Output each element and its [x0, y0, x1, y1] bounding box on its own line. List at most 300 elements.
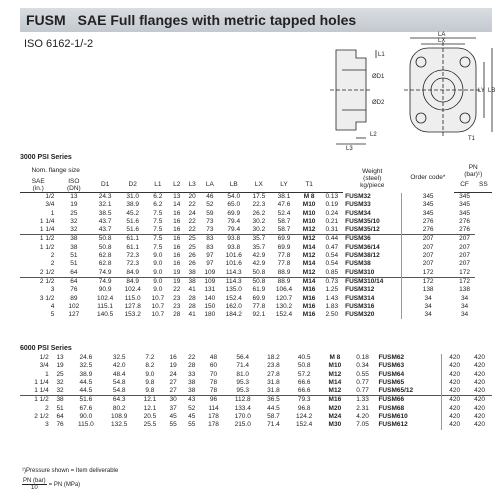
- table-cell: 83: [206, 243, 214, 251]
- table-cell: 43.7: [98, 226, 112, 234]
- table-cell: 51: [56, 404, 64, 412]
- table-cell: 66.6: [297, 387, 311, 395]
- table-cell: 64: [56, 277, 91, 286]
- table-cell: 27: [169, 387, 177, 395]
- table-cell: 207: [454, 235, 474, 244]
- table-cell: 54.0: [227, 193, 241, 200]
- table-cell: 38: [70, 243, 78, 251]
- table-cell: 124.2: [296, 413, 313, 421]
- table-cell: FUSM316: [345, 302, 375, 310]
- table-cell: 20: [188, 193, 196, 200]
- table-cell: 58.7: [277, 226, 291, 234]
- table-cell: 50.8: [248, 277, 271, 286]
- table-cell: 24: [188, 209, 196, 217]
- table-row: [20, 396, 492, 405]
- table-cell: 96.8: [297, 404, 311, 412]
- table-cell: 3: [50, 286, 55, 294]
- table-cell: 7.5: [153, 217, 163, 225]
- table-cell: 114.3: [220, 277, 248, 286]
- table-cell: 420: [474, 354, 486, 361]
- table-cell: FUSM64: [378, 370, 405, 378]
- table-row: [20, 354, 492, 362]
- table-cell: FUSM65: [378, 378, 405, 386]
- table-cell: 45: [169, 413, 177, 421]
- dim-lx: LX: [438, 38, 446, 44]
- table-cell: 114: [208, 404, 219, 412]
- table-cell: 16: [173, 252, 181, 260]
- table-cell: 420: [442, 396, 468, 405]
- table-row: [20, 286, 492, 294]
- table-cell: 44.5: [79, 387, 93, 395]
- table-cell: 77.8: [277, 260, 291, 268]
- table-cell: 61.1: [126, 243, 140, 251]
- table-cell: 93.8: [227, 243, 241, 251]
- table-cell: 44.5: [267, 404, 280, 412]
- table-cell: 115.1: [97, 302, 113, 310]
- table-cell: 25: [70, 209, 78, 217]
- table-cell: 19: [169, 362, 177, 370]
- table-cell: 345: [401, 193, 454, 202]
- nom-size-header: Nom. flange size: [31, 167, 80, 174]
- table-cell: 9.8: [145, 387, 155, 395]
- table-cell: 7.05: [356, 421, 369, 429]
- cf-header: CF: [454, 178, 474, 193]
- table-cell: 54.8: [112, 387, 126, 395]
- table-cell: 19: [70, 201, 78, 209]
- table-cell: 51: [70, 260, 78, 268]
- conversion-denominator: 10: [30, 485, 38, 491]
- table-cell: 95.3: [236, 378, 250, 386]
- table-cell: 45.2: [126, 209, 140, 217]
- standard-label: ISO 6162-1/-2: [24, 38, 94, 50]
- table-cell: FUSM612: [378, 421, 408, 429]
- table-cell: 40.5: [297, 354, 311, 361]
- table-cell: 50.8: [98, 243, 112, 251]
- table-cell: 2: [50, 252, 55, 260]
- table-cell: 38: [184, 277, 199, 286]
- table-cell: 80.2: [112, 404, 126, 412]
- table-cell: FUSM35/10: [345, 217, 380, 225]
- table-cell: M12: [302, 268, 316, 276]
- series-3000-table: [20, 164, 492, 319]
- table-cell: 78: [209, 378, 218, 386]
- iso-header: ISO (DN): [56, 178, 91, 193]
- table-cell: 25.5: [143, 421, 157, 429]
- table-cell: 420: [442, 413, 468, 421]
- table-cell: 138: [401, 286, 454, 294]
- table-cell: 60: [209, 362, 218, 370]
- table-cell: FUSM65/12: [378, 387, 414, 395]
- table-cell: 215.0: [234, 421, 251, 429]
- t1-header: T1: [298, 178, 321, 193]
- table-cell: 9.0: [153, 260, 163, 268]
- table-cell: 9.0: [153, 286, 163, 294]
- table-cell: 36.5: [260, 396, 288, 405]
- table-cell: 135.0: [225, 286, 242, 294]
- table-cell: 16: [173, 209, 181, 217]
- table-cell: 1: [45, 370, 49, 378]
- table-cell: 66.6: [297, 378, 311, 386]
- table-cell: 74.9: [98, 268, 112, 276]
- table-cell: 35.7: [248, 235, 271, 244]
- table-cell: 152.4: [225, 294, 242, 302]
- table-cell: 0.31: [325, 226, 339, 234]
- table-cell: 38.5: [98, 209, 112, 217]
- title-bar: [20, 8, 492, 32]
- series-6000-table: [20, 354, 492, 430]
- table-cell: 47.6: [277, 201, 291, 209]
- table-cell: M10: [302, 217, 316, 225]
- table-cell: 23: [173, 302, 181, 310]
- table-cell: 31.8: [267, 378, 280, 386]
- table-cell: 50.8: [91, 235, 119, 244]
- table-row: [20, 201, 492, 209]
- conversion-result: = PN (MPa): [48, 481, 81, 488]
- table-cell: 22: [188, 354, 196, 361]
- table-cell: 32.5: [112, 354, 126, 361]
- table-cell: 420: [442, 354, 468, 362]
- table-cell: 34: [460, 302, 469, 310]
- l1-header: L1: [147, 178, 170, 193]
- table-cell: 16: [169, 354, 177, 361]
- table-cell: 79.4: [227, 217, 241, 225]
- table-cell: 51.6: [126, 226, 140, 234]
- table-cell: 34: [401, 303, 454, 311]
- table-cell: 180: [204, 311, 216, 319]
- table-cell: 276: [459, 217, 470, 225]
- table-row: [20, 277, 492, 286]
- table-cell: 41: [188, 286, 196, 294]
- table-cell: M12: [302, 252, 316, 260]
- table-cell: M14: [302, 243, 316, 251]
- table-cell: 69.9: [270, 235, 298, 244]
- table-cell: 7.5: [153, 209, 163, 217]
- table-cell: 0.24: [325, 209, 339, 217]
- table-cell: 32.1: [98, 201, 112, 209]
- table-cell: 90.9: [98, 286, 112, 294]
- table-cell: 88.9: [270, 277, 298, 286]
- table-cell: 42.9: [252, 260, 266, 268]
- la-header: LA: [200, 178, 220, 193]
- table-cell: 207: [401, 260, 454, 268]
- table-cell: 207: [459, 260, 470, 268]
- table-cell: M12: [328, 370, 342, 378]
- table-cell: 26: [188, 252, 196, 260]
- table-cell: 27: [169, 378, 177, 386]
- table-cell: 32.5: [79, 362, 93, 370]
- table-cell: 59: [206, 209, 214, 217]
- table-cell: 2 1/2: [20, 277, 56, 286]
- table-cell: 35.7: [252, 243, 266, 251]
- table-cell: 153.2: [124, 311, 141, 319]
- table-cell: 420: [442, 379, 468, 387]
- table-cell: 73: [206, 226, 214, 234]
- table-cell: 138: [459, 286, 470, 294]
- table-cell: 78: [209, 387, 218, 395]
- table-cell: 54.8: [112, 378, 126, 386]
- table-cell: 1 1/2: [39, 243, 55, 251]
- conversion-fraction: [22, 478, 47, 491]
- table-cell: 38: [51, 396, 70, 405]
- table-cell: 7.2: [145, 354, 155, 361]
- table-cell: 19: [173, 268, 181, 276]
- table-cell: FUSM610: [378, 413, 408, 421]
- table-cell: 42.0: [112, 362, 126, 370]
- table-cell: 19: [169, 277, 184, 286]
- dim-ly: LY: [478, 88, 485, 94]
- table-cell: 7.5: [153, 243, 163, 251]
- table-cell: 27.8: [267, 370, 280, 378]
- table-cell: 31.0: [126, 193, 140, 200]
- table-cell: 1.33: [349, 396, 377, 405]
- table-cell: 76: [56, 421, 64, 429]
- dim-lb: LB: [488, 88, 496, 94]
- table-cell: 62.8: [98, 260, 112, 268]
- table-cell: 22.3: [252, 201, 266, 209]
- ly-header: LY: [270, 178, 298, 193]
- table-cell: 170.0: [234, 413, 251, 421]
- table-cell: 92.1: [252, 311, 266, 319]
- l2-header: L2: [169, 178, 184, 193]
- table-cell: 1.83: [325, 302, 339, 310]
- table-cell: 12.1: [136, 396, 164, 405]
- table-cell: 420: [442, 371, 468, 379]
- dim-d2: ØD2: [372, 100, 385, 106]
- table-cell: 14: [173, 201, 181, 209]
- table-cell: 0.54: [325, 252, 339, 260]
- table-cell: 9.0: [153, 268, 163, 276]
- table-cell: 77.8: [277, 252, 291, 260]
- order-header: Order code*: [410, 174, 446, 182]
- table-cell: 132.5: [111, 421, 128, 429]
- table-cell: 18.2: [267, 354, 280, 361]
- table-cell: FUSM36: [343, 235, 401, 244]
- table-cell: FUSM312: [345, 286, 375, 294]
- table-cell: M14: [302, 260, 316, 268]
- table-cell: 23.8: [267, 362, 280, 370]
- d1-header: D1: [91, 178, 119, 193]
- table-cell: M20: [328, 404, 342, 412]
- table-cell: 55: [169, 421, 177, 429]
- table-cell: 0.85: [325, 268, 339, 276]
- table-cell: 57.2: [297, 370, 311, 378]
- table-cell: 38: [188, 387, 196, 395]
- table-row: [20, 421, 492, 429]
- table-cell: 420: [442, 421, 468, 429]
- table-cell: 90.0: [79, 413, 93, 421]
- table-row: [20, 387, 492, 396]
- table-cell: M24: [328, 413, 342, 421]
- dim-d1: ØD1: [372, 74, 385, 80]
- table-cell: 19: [56, 362, 64, 370]
- table-cell: 420: [442, 405, 468, 413]
- table-cell: 3 1/2: [39, 294, 55, 302]
- table-cell: 72.3: [126, 260, 140, 268]
- table-cell: 1 1/4: [39, 217, 55, 225]
- table-cell: 102.4: [96, 294, 114, 302]
- pn-header: PN (bar)¹): [464, 164, 483, 178]
- table-cell: 6.2: [153, 193, 163, 200]
- table-cell: 0.34: [356, 362, 369, 370]
- table-cell: FUSM68: [378, 404, 405, 412]
- table-cell: 1: [50, 209, 55, 217]
- conversion-numerator: PN (bar): [23, 478, 46, 484]
- table-cell: 9.0: [145, 370, 155, 378]
- table-cell: 2: [45, 404, 49, 412]
- table-cell: 102.4: [124, 286, 141, 294]
- table-cell: 152.4: [296, 421, 313, 429]
- table-cell: 2: [50, 260, 55, 268]
- table-cell: 178: [208, 413, 219, 421]
- table-cell: M 8: [303, 193, 315, 200]
- table-cell: 207: [459, 252, 470, 260]
- weight-header: Weight (steel) kg/piece: [360, 167, 385, 189]
- table-cell: 13: [56, 354, 64, 361]
- table-cell: 17.5: [252, 193, 266, 200]
- product-code: FUSM: [26, 12, 66, 28]
- table-cell: 10.7: [151, 294, 165, 302]
- table-cell: 23: [173, 294, 181, 302]
- table-cell: 25: [56, 370, 64, 378]
- table-cell: 420: [442, 387, 468, 396]
- table-cell: 115.0: [77, 421, 94, 429]
- table-row: [20, 193, 492, 202]
- table-cell: 58.7: [267, 413, 280, 421]
- table-cell: 140: [204, 294, 216, 302]
- table-cell: 1/2: [45, 193, 55, 200]
- table-cell: 32: [56, 378, 64, 386]
- table-cell: 345: [459, 209, 470, 217]
- table-cell: 31.8: [267, 387, 280, 395]
- table-cell: 84.9: [126, 268, 140, 276]
- table-cell: 6.2: [153, 201, 163, 209]
- table-cell: M10: [302, 209, 316, 217]
- table-cell: 0.54: [325, 260, 339, 268]
- d2-header: D2: [119, 178, 147, 193]
- table-cell: 46: [206, 193, 214, 200]
- table-cell: 22: [173, 286, 181, 294]
- table-cell: M16: [302, 311, 316, 319]
- table-cell: 84.9: [119, 277, 147, 286]
- table-cell: 109: [200, 277, 220, 286]
- table-cell: 38: [56, 235, 91, 244]
- table-cell: 22: [188, 217, 196, 225]
- table-cell: 32: [70, 217, 78, 225]
- dim-la: LA: [438, 32, 446, 38]
- table-cell: 178: [208, 421, 219, 429]
- table-cell: 93.8: [220, 235, 248, 244]
- table-cell: M10: [328, 362, 342, 370]
- table-row: [20, 252, 492, 260]
- table-row: [20, 311, 492, 319]
- table-cell: 89: [70, 294, 78, 302]
- table-row: [20, 218, 492, 226]
- table-cell: M16: [302, 294, 316, 302]
- flange-drawing: [318, 30, 498, 150]
- table-cell: M16: [302, 286, 316, 294]
- table-cell: 58.7: [277, 217, 291, 225]
- table-cell: 25: [184, 235, 199, 244]
- table-cell: 172: [401, 269, 454, 278]
- table-cell: FUSM310: [345, 268, 375, 276]
- table-cell: 420: [474, 413, 486, 421]
- table-cell: 55: [188, 421, 196, 429]
- dim-l1: L1: [378, 52, 385, 58]
- table-cell: 38.9: [126, 201, 140, 209]
- table-cell: 8.2: [145, 362, 155, 370]
- table-cell: 74.9: [91, 277, 119, 286]
- table-cell: 10.7: [151, 311, 165, 319]
- table-row: [20, 413, 492, 421]
- table-row: [20, 210, 492, 218]
- table-cell: 0.77: [356, 378, 369, 386]
- table-cell: 2.50: [325, 311, 339, 319]
- table-cell: 28: [173, 311, 181, 319]
- unit-conversion: [22, 478, 80, 491]
- footnote: ¹)Pressure shown = Item deliverable: [22, 468, 119, 474]
- table-cell: 79.3: [287, 396, 321, 405]
- table-cell: 51.6: [69, 396, 102, 405]
- table-cell: 72.3: [126, 252, 140, 260]
- table-cell: 276: [401, 226, 454, 235]
- table-cell: 207: [459, 243, 470, 251]
- table-row: [20, 269, 492, 278]
- table-cell: 20.5: [143, 413, 157, 421]
- table-row: [20, 295, 492, 303]
- table-cell: 1 1/4: [34, 387, 49, 395]
- table-cell: 64.3: [102, 396, 136, 405]
- table-cell: 43: [182, 396, 201, 405]
- table-cell: 4: [50, 302, 55, 310]
- table-cell: M16: [302, 302, 316, 310]
- lb-header: LB: [220, 178, 248, 193]
- table-cell: 276: [401, 218, 454, 226]
- table-cell: 1.43: [325, 294, 339, 302]
- table-cell: 48.4: [112, 370, 126, 378]
- table-cell: 162.0: [225, 302, 242, 310]
- table-cell: FUSM34: [345, 209, 371, 217]
- table-cell: 0.44: [320, 235, 343, 244]
- dim-l2: L2: [370, 132, 377, 138]
- table-cell: FUSM62: [378, 354, 405, 361]
- table-cell: 7.5: [153, 226, 163, 234]
- table-cell: 28: [188, 362, 196, 370]
- table-cell: M12: [298, 235, 321, 244]
- table-cell: 62.8: [98, 252, 112, 260]
- table-cell: 38.1: [277, 193, 291, 200]
- table-cell: M10: [302, 201, 316, 209]
- table-cell: 76: [70, 286, 78, 294]
- table-cell: 13: [70, 193, 78, 200]
- table-cell: FUSM38/12: [345, 252, 380, 260]
- table-cell: 127.8: [124, 302, 141, 310]
- series-6000-title: 6000 PSI Series: [20, 345, 72, 352]
- table-cell: 28: [188, 302, 196, 310]
- table-cell: 16: [173, 260, 181, 268]
- table-cell: 152.4: [275, 311, 293, 319]
- table-cell: 1 1/4: [39, 226, 55, 234]
- table-cell: 50.8: [252, 268, 266, 276]
- table-cell: 30.2: [252, 226, 266, 234]
- table-cell: 345: [401, 210, 454, 218]
- table-cell: 16: [173, 226, 181, 234]
- table-cell: 38: [188, 378, 196, 386]
- table-cell: 420: [474, 404, 486, 412]
- table-cell: 26: [188, 260, 196, 268]
- table-cell: 0.19: [325, 201, 339, 209]
- table-cell: 52: [206, 201, 214, 209]
- table-cell: 207: [401, 235, 454, 244]
